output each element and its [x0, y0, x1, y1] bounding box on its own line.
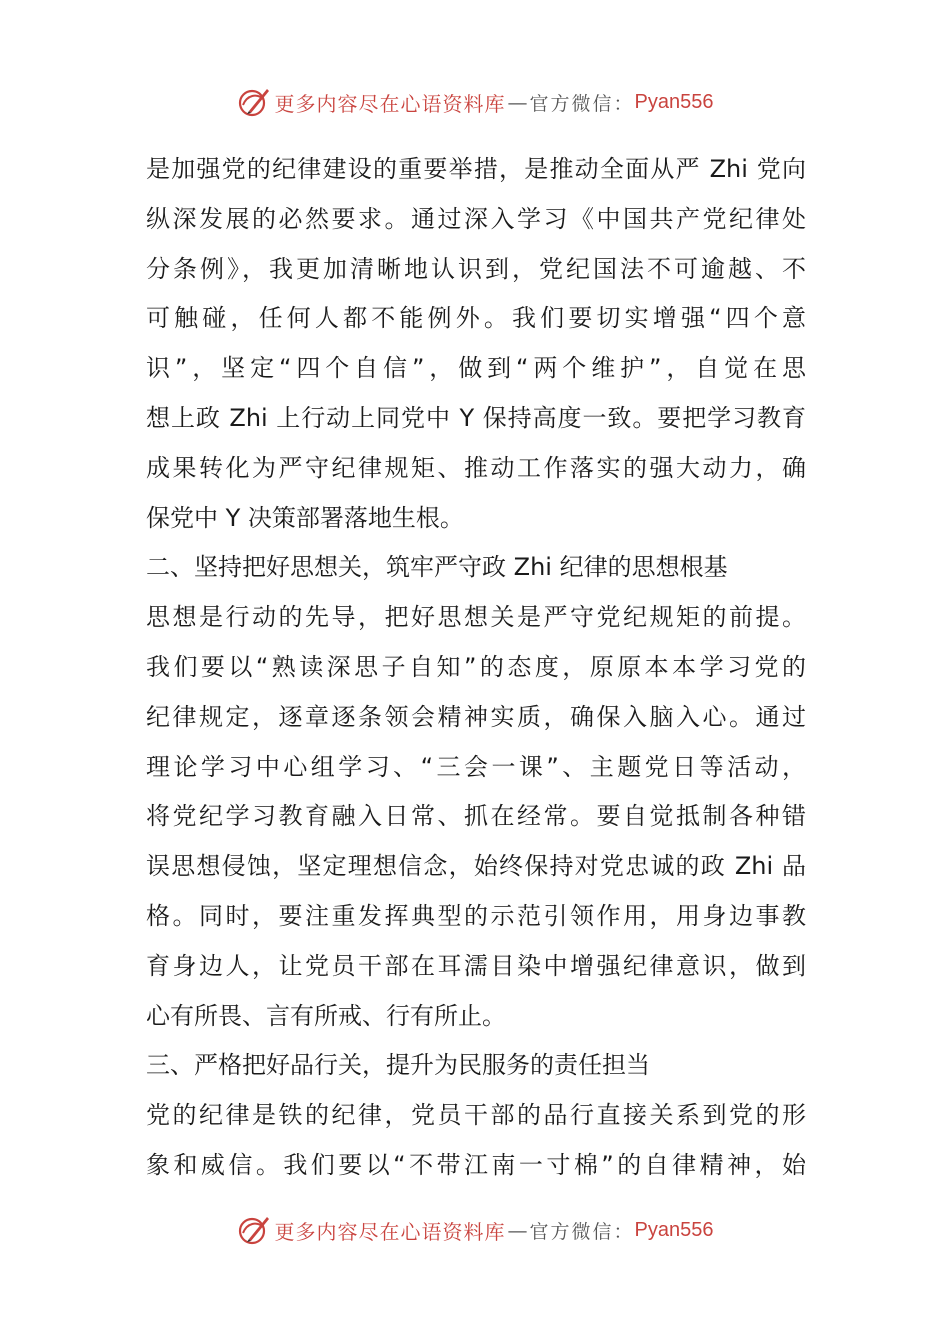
body-line-7: 成果转化为严守纪律规矩、推动工作落实的强大动力，确: [146, 453, 806, 482]
body-line-10: 思想是行动的先导，把好思想关是严守党纪规矩的前提。: [146, 603, 806, 632]
pen-swirl-logo-icon: [237, 85, 271, 119]
document-body: [146, 145, 806, 1191]
footer-brand-text: 更多内容尽在心语资料库: [274, 1219, 506, 1244]
footer-official-label: 官方微信：: [529, 1220, 635, 1243]
body-line-3: 分条例》，我更加清晰地认识到，党纪国法不可逾越、不: [146, 254, 806, 283]
header-brand-text: 更多内容尽在心语资料库: [274, 91, 506, 116]
body-line-14: 将党纪学习教育融入日常、抓在经常。要自觉抵制各种错: [146, 802, 806, 831]
header-wechat-id: Pyan556: [634, 90, 714, 113]
body-line-12: 纪律规定，逐章逐条领会精神实质，确保入脑入心。通过: [146, 702, 806, 731]
body-line-2: 纵深发展的必然要求。通过深入学习《中国共产党纪律处: [146, 204, 806, 233]
body-line-8: 保党中 Y 决策部署落地生根。: [146, 503, 464, 532]
header-dash: —: [507, 90, 528, 114]
footer-wechat-id: Pyan556: [634, 1218, 714, 1241]
body-line-15: 误思想侵蚀，坚定理想信念，始终保持对党忠诚的政 Zhi 品: [146, 852, 806, 881]
body-line-4: 可触碰，任何人都不能例外。我们要切实增强“四个意: [146, 304, 806, 333]
header-official-label: 官方微信：: [529, 92, 635, 115]
body-line-18: 心有所畏、言有所戒、行有所止。: [146, 1001, 506, 1030]
body-line-21: 象和威信。我们要以“不带江南一寸棉”的自律精神，始: [146, 1150, 806, 1179]
footer-banner: [0, 1210, 950, 1250]
body-line-6: 想上政 Zhi 上行动上同党中 Y 保持高度一致。要把学习教育: [146, 403, 806, 432]
footer-dash: —: [507, 1218, 528, 1242]
pen-swirl-logo-icon: [237, 1213, 271, 1247]
body-line-16: 格。同时，要注重发挥典型的示范引领作用，用身边事教: [146, 901, 806, 930]
body-line-20: 党的纪律是铁的纪律，党员干部的品行直接关系到党的形: [146, 1101, 806, 1130]
body-line-5: 识”，坚定“四个自信”，做到“两个维护”，自觉在思: [146, 354, 806, 383]
section-heading-3: 三、严格把好品行关，提升为民服务的责任担当: [146, 1051, 650, 1080]
section-heading-2: 二、坚持把好思想关，筑牢严守政 Zhi 纪律的思想根基: [146, 553, 728, 582]
body-line-11: 我们要以“熟读深思子自知”的态度，原原本本学习党的: [146, 652, 806, 681]
body-line-13: 理论学习中心组学习、“三会一课”、主题党日等活动，: [146, 752, 806, 781]
body-line-17: 育身边人，让党员干部在耳濡目染中增强纪律意识，做到: [146, 951, 806, 980]
body-line-1: 是加强党的纪律建设的重要举措，是推动全面从严 Zhi 党向: [146, 155, 806, 183]
header-banner: [0, 82, 950, 122]
